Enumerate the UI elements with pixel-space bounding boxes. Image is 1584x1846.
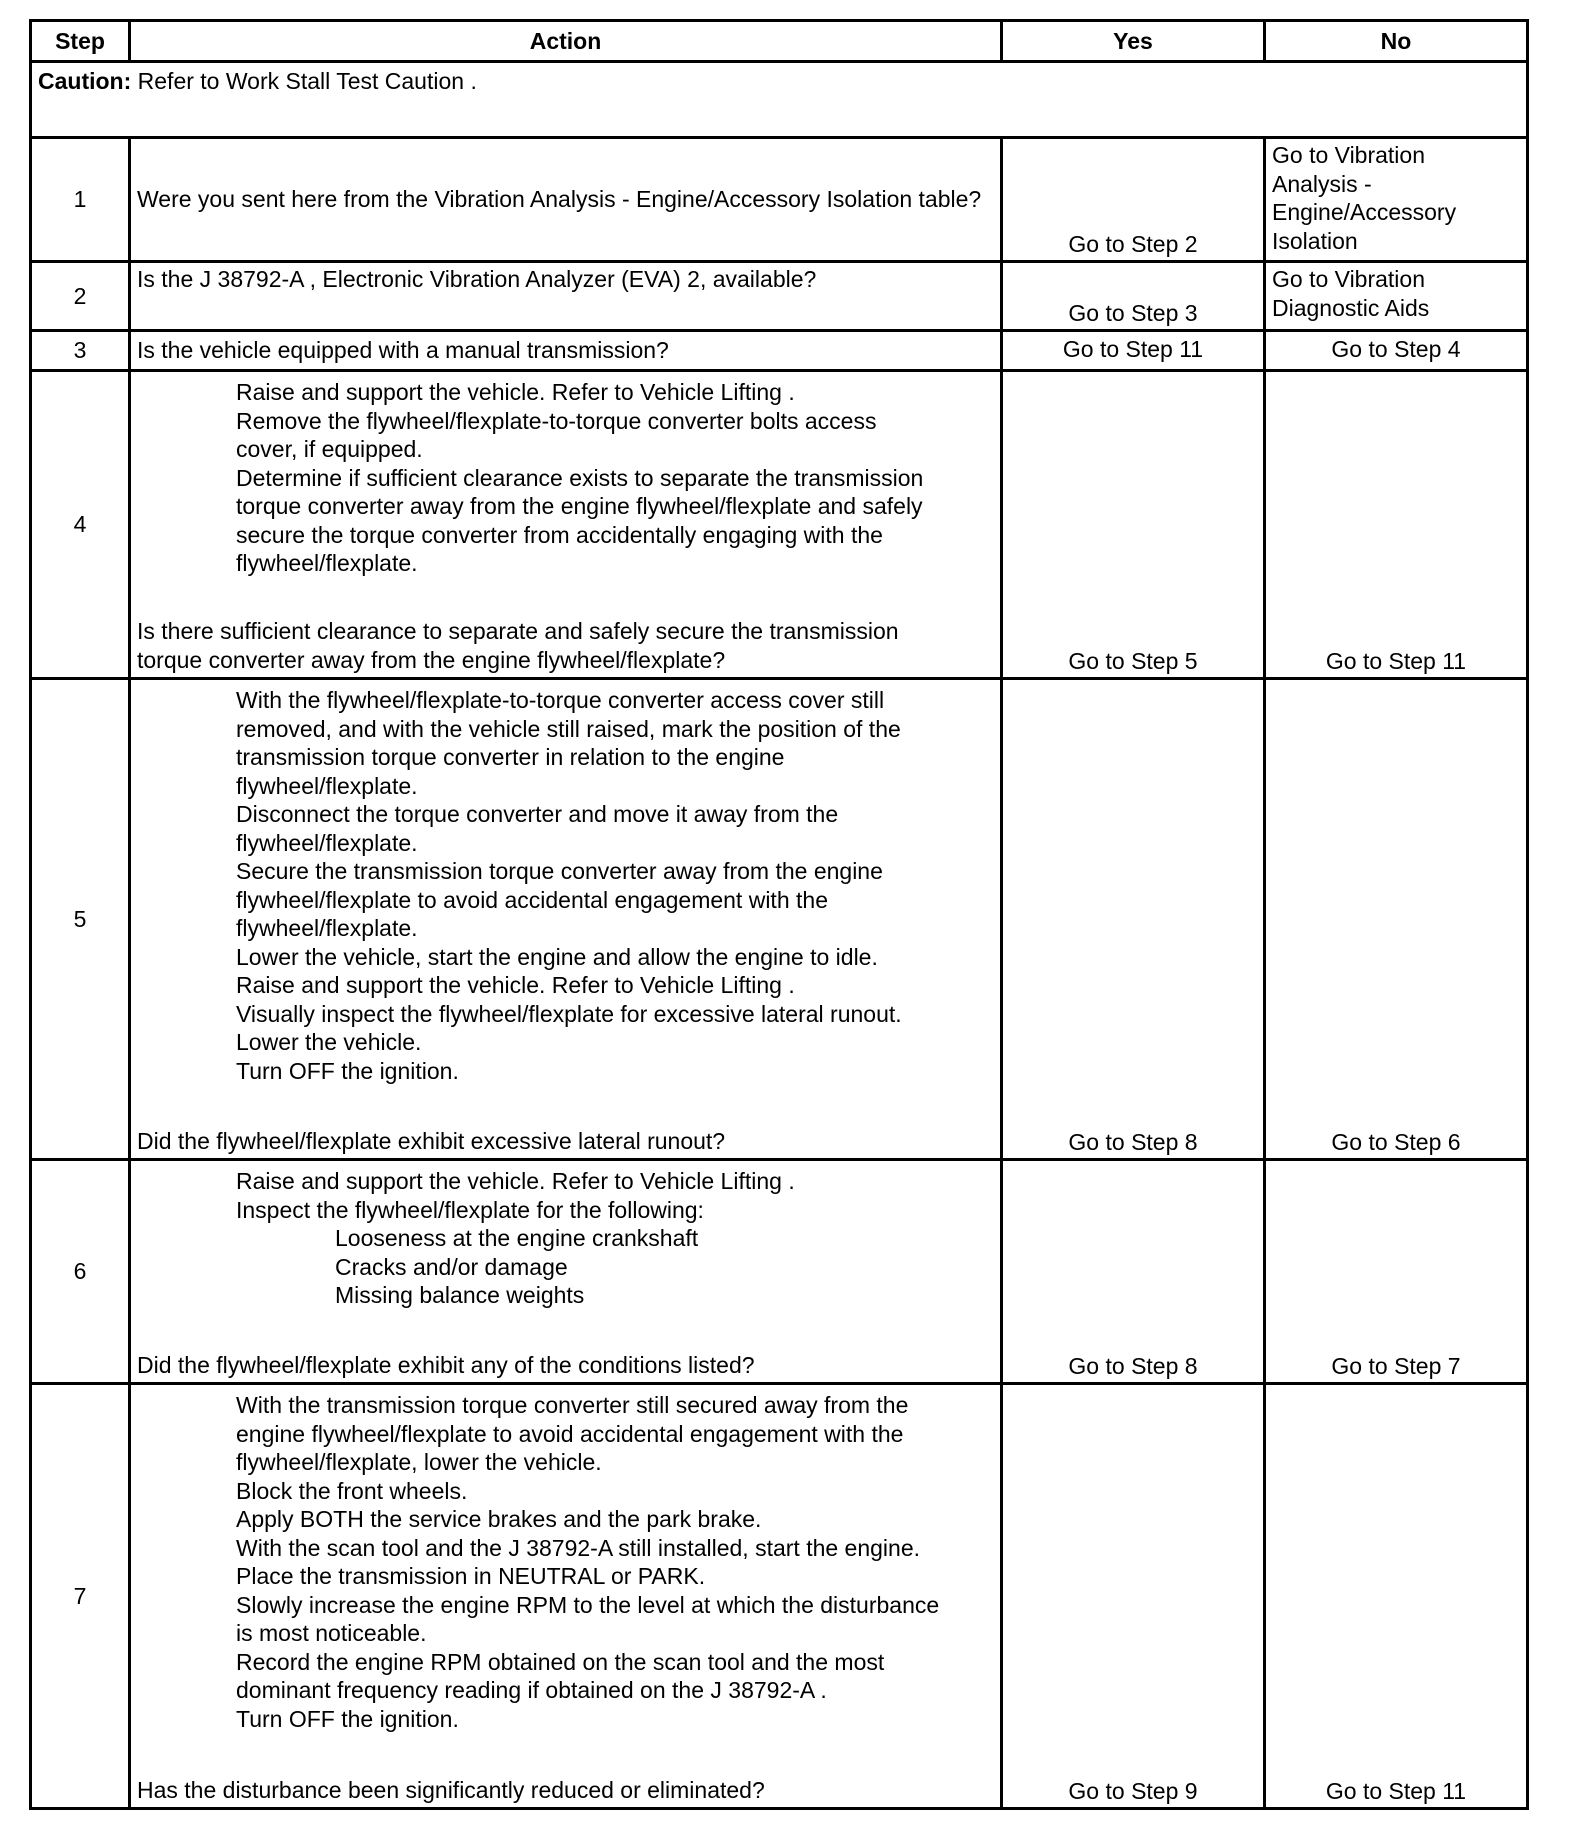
table-row [31, 1384, 1528, 1809]
substep: flywheel/flexplate. [236, 829, 418, 856]
substep: torque converter away from the engine flywheel/flexplate and safely [236, 493, 923, 519]
question-line: torque converter away from the engine flywheel/flexplate? [137, 646, 726, 673]
substep: flywheel/flexplate, lower the vehicle. [236, 1449, 602, 1475]
substep: is most noticeable. [236, 1620, 427, 1646]
step-number: 3 [31, 331, 130, 371]
no-link[interactable] [1265, 262, 1528, 331]
substep: With the flywheel/flexplate-to-torque converter access cover still [236, 687, 885, 713]
substep: Record the engine RPM obtained on the scan tool and the most [236, 1648, 885, 1675]
substep: flywheel/flexplate. [236, 772, 418, 799]
step-number: 4 [31, 371, 130, 679]
substep: Raise and support the vehicle. Refer to Vehicle Lifting . [236, 972, 795, 998]
substep: engine flywheel/flexplate to avoid accidental engagement with the [236, 1420, 904, 1447]
yes-link[interactable]: Go to Step 2 [1002, 138, 1265, 262]
question-text: Did the flywheel/flexplate exhibit any of the conditions listed? [137, 1351, 755, 1378]
substep: flywheel/flexplate. [236, 915, 418, 941]
no-link[interactable] [1265, 138, 1528, 262]
no-link[interactable]: Go to Step 6 [1265, 679, 1528, 1160]
substep: Block the front wheels. [236, 1477, 468, 1504]
caution-text: Refer to Work Stall Test Caution . [131, 68, 477, 94]
no-link[interactable]: Go to Step 11 [1265, 1384, 1528, 1809]
table-row [31, 331, 1528, 371]
caution-cell [31, 62, 1528, 138]
substep: flywheel/flexplate. [236, 550, 418, 576]
substep: With the scan tool and the J 38792-A still installed, start the engine. [236, 1534, 921, 1561]
table-row [31, 1160, 1528, 1384]
substep: Apply BOTH the service brakes and the park brake. [236, 1506, 762, 1532]
action-cell [130, 331, 1002, 371]
substep: Lower the vehicle. [236, 1029, 422, 1055]
no-line: Go to Vibration [1272, 266, 1426, 292]
substep: Inspect the flywheel/flexplate for the following: [236, 1196, 704, 1223]
question-text: Is the J 38792-A , Electronic Vibration Analyzer (EVA) 2, available? [137, 266, 817, 292]
diagnostic-table [29, 19, 1529, 1810]
substep-list [137, 680, 994, 1085]
question-text: Did the flywheel/flexplate exhibit excessive lateral runout? [137, 1127, 726, 1154]
no-link[interactable]: Go to Step 11 [1265, 371, 1528, 679]
no-line: Isolation [1272, 227, 1358, 254]
no-line: Engine/Accessory [1272, 199, 1457, 225]
substep: transmission torque converter in relation to the engine [236, 744, 785, 770]
substep: secure the torque converter from accidentally engaging with the [236, 521, 883, 548]
no-line: Diagnostic Aids [1272, 294, 1430, 321]
table-row [31, 138, 1528, 262]
substep-list [137, 1161, 994, 1310]
action-cell [130, 679, 1002, 1160]
substep-list [137, 372, 994, 578]
step-number: 7 [31, 1384, 130, 1809]
header-action: Action [130, 21, 1002, 62]
subsubstep: Missing balance weights [335, 1282, 585, 1308]
header-no: No [1265, 21, 1528, 62]
substep: Raise and support the vehicle. Refer to Vehicle Lifting . [236, 379, 795, 405]
yes-link[interactable]: Go to Step 8 [1002, 1160, 1265, 1384]
action-cell [130, 138, 1002, 262]
no-link[interactable]: Go to Step 4 [1265, 331, 1528, 371]
substep: cover, if equipped. [236, 436, 423, 462]
substep: Remove the flywheel/flexplate-to-torque converter bolts access [236, 407, 877, 434]
subsubstep: Looseness at the engine crankshaft [335, 1225, 699, 1251]
header-step: Step [31, 21, 130, 62]
header-yes: Yes [1002, 21, 1265, 62]
question-text: Were you sent here from the Vibration Analysis - Engine/Accessory Isolation table? [137, 186, 982, 213]
substep: Lower the vehicle, start the engine and allow the engine to idle. [236, 943, 878, 970]
question-text: Is the vehicle equipped with a manual transmission? [137, 337, 669, 364]
yes-link[interactable]: Go to Step 8 [1002, 679, 1265, 1160]
question-text [137, 617, 994, 674]
yes-link[interactable]: Go to Step 11 [1002, 331, 1265, 371]
substep: Turn OFF the ignition. [236, 1057, 459, 1084]
substep: Visually inspect the flywheel/flexplate for excessive lateral runout. [236, 1000, 902, 1027]
subsubstep: Cracks and/or damage [335, 1253, 568, 1280]
action-cell [130, 1384, 1002, 1809]
substep: Secure the transmission torque converter away from the engine [236, 858, 883, 884]
step-number: 6 [31, 1160, 130, 1384]
substep: flywheel/flexplate to avoid accidental engagement with the [236, 886, 828, 913]
action-cell [130, 371, 1002, 679]
yes-link[interactable]: Go to Step 9 [1002, 1384, 1265, 1809]
no-line: Go to Vibration [1272, 142, 1426, 168]
substep: Turn OFF the ignition. [236, 1705, 459, 1732]
table-row [31, 262, 1528, 331]
substep: Determine if sufficient clearance exists to separate the transmission [236, 464, 924, 491]
question-line: Is there sufficient clearance to separate and safely secure the transmission [137, 618, 899, 644]
yes-link[interactable]: Go to Step 3 [1002, 262, 1265, 331]
substep: dominant frequency reading if obtained on the J 38792-A . [236, 1677, 827, 1703]
step-number: 1 [31, 138, 130, 262]
substep-list [137, 1385, 994, 1733]
table-row [31, 679, 1528, 1160]
caution-row [31, 62, 1528, 138]
yes-link[interactable]: Go to Step 5 [1002, 371, 1265, 679]
action-cell [130, 262, 1002, 331]
caution-label: Caution: [38, 68, 132, 94]
step-number: 5 [31, 679, 130, 1160]
no-link[interactable]: Go to Step 7 [1265, 1160, 1528, 1384]
substep: Disconnect the torque converter and move it away from the [236, 801, 839, 827]
substep: removed, and with the vehicle still raised, mark the position of the [236, 715, 901, 742]
table-row [31, 371, 1528, 679]
no-line: Analysis - [1272, 170, 1372, 197]
question-text: Has the disturbance been significantly reduced or eliminated? [137, 1776, 765, 1803]
header-row [31, 21, 1528, 62]
substep: With the transmission torque converter still secured away from the [236, 1392, 909, 1418]
substep: Slowly increase the engine RPM to the level at which the disturbance [236, 1591, 940, 1618]
substep: Raise and support the vehicle. Refer to Vehicle Lifting . [236, 1168, 795, 1194]
substep: Place the transmission in NEUTRAL or PARK. [236, 1563, 706, 1589]
action-cell [130, 1160, 1002, 1384]
step-number: 2 [31, 262, 130, 331]
